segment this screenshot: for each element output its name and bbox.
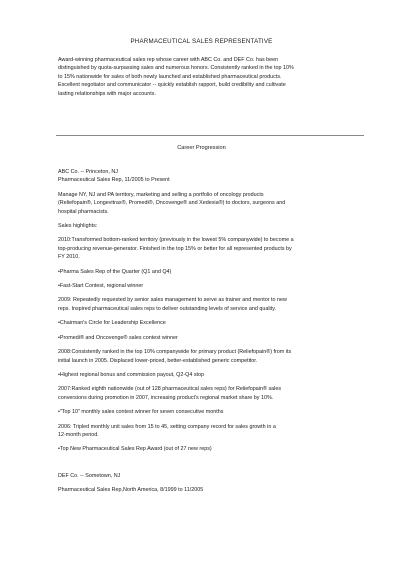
bullet-item: •"Top 10" monthly sales contest winner for seven consecutive months (58, 409, 224, 416)
summary-paragraph (58, 56, 358, 98)
highlight-2009: 2009: Repeatedly requested by senior sales management to serve as trainer and mentor to new reps. Inspired pharmaceutical sales reps to deliver outstanding levels of service and quality. (58, 297, 287, 312)
job1-description: Manage NY, NJ and PA territory, marketing and selling a portfolio of oncology products (Reliefopain®, Longevitrax®, Promedi®, Oncovenge® and Xedexia®) to doctors, surgeons and hospital pharmacists. (58, 191, 286, 215)
section-heading: Career Progression (177, 145, 226, 151)
bullet-item: •Promedi® and Oncovenge® sales contest winner (58, 334, 178, 341)
highlight-2006: 2006: Tripled monthly unit sales from 15 to 45, setting company record for sales growth in a 12-month period. (58, 423, 276, 438)
highlight-2007: 2007:Ranked eighth nationwide (out of 128 pharmaceutical sales reps) for Reliefopain® sales conversions during promotion in 2007, increasing product's regional market share by 10%. (58, 386, 282, 401)
job2-role: Pharmaceutical Sales Rep,North America, 8/1999 to 11/2005 (58, 487, 204, 494)
highlights-label: Sales highlights: (58, 223, 98, 230)
summary-line: Award-winning pharmaceutical sales rep whose career with ABC Co. and DEF Co. has been (58, 57, 279, 63)
summary-line: distinguished by quota-surpassing sales and numerous honors. Consistently ranked in the top 10% (58, 65, 294, 72)
summary-line: lasting relationships with major accounts. (58, 90, 156, 97)
career-body (58, 168, 358, 495)
document-title: PHARMACEUTICAL SALES REPRESENTATIVE (130, 38, 273, 45)
summary-line: Excellent negotiator and communicator -- quickly establish rapport, build credibility and cultivate (58, 82, 286, 89)
bullet-item: •Chairman's Circle for Leadership Excellence (58, 320, 166, 327)
job1-role: Pharmaceutical Sales Rep, 11/2005 to Present (58, 177, 170, 184)
job2-company: DEF Co. -- Sometown, NJ (58, 472, 121, 479)
bullet-item: •Top New Pharmaceutical Sales Rep Award (out of 27 new reps) (58, 446, 212, 453)
section-divider (56, 135, 364, 136)
job1-company: ABC Co. -- Princeton, NJ (58, 169, 118, 175)
summary-line: to 15% nationwide for sales of both newly launched and established pharmaceutical products. (58, 73, 282, 80)
bullet-item: •Fast-Start Contest, regional winner (58, 283, 144, 290)
bullet-item: •Highest regional bonus and commission payout, Q2-Q4 stop (58, 371, 205, 378)
highlight-2010: 2010:Transformed bottom-ranked territory (previously in the lowest 5% companywide) to become a top-producing revenue-generator. Finished in the top 15% or better for all represented products by FY 2010. (58, 237, 294, 261)
highlight-2008: 2008:Consistently ranked in the top 10% companywide for primary product (Reliefopain®) from its initial launch in 2005. Displaced lower-priced, better-established generic competitor. (58, 349, 292, 364)
bullet-item: •Pharma Sales Rep of the Quarter (Q1 and Q4) (58, 268, 172, 275)
